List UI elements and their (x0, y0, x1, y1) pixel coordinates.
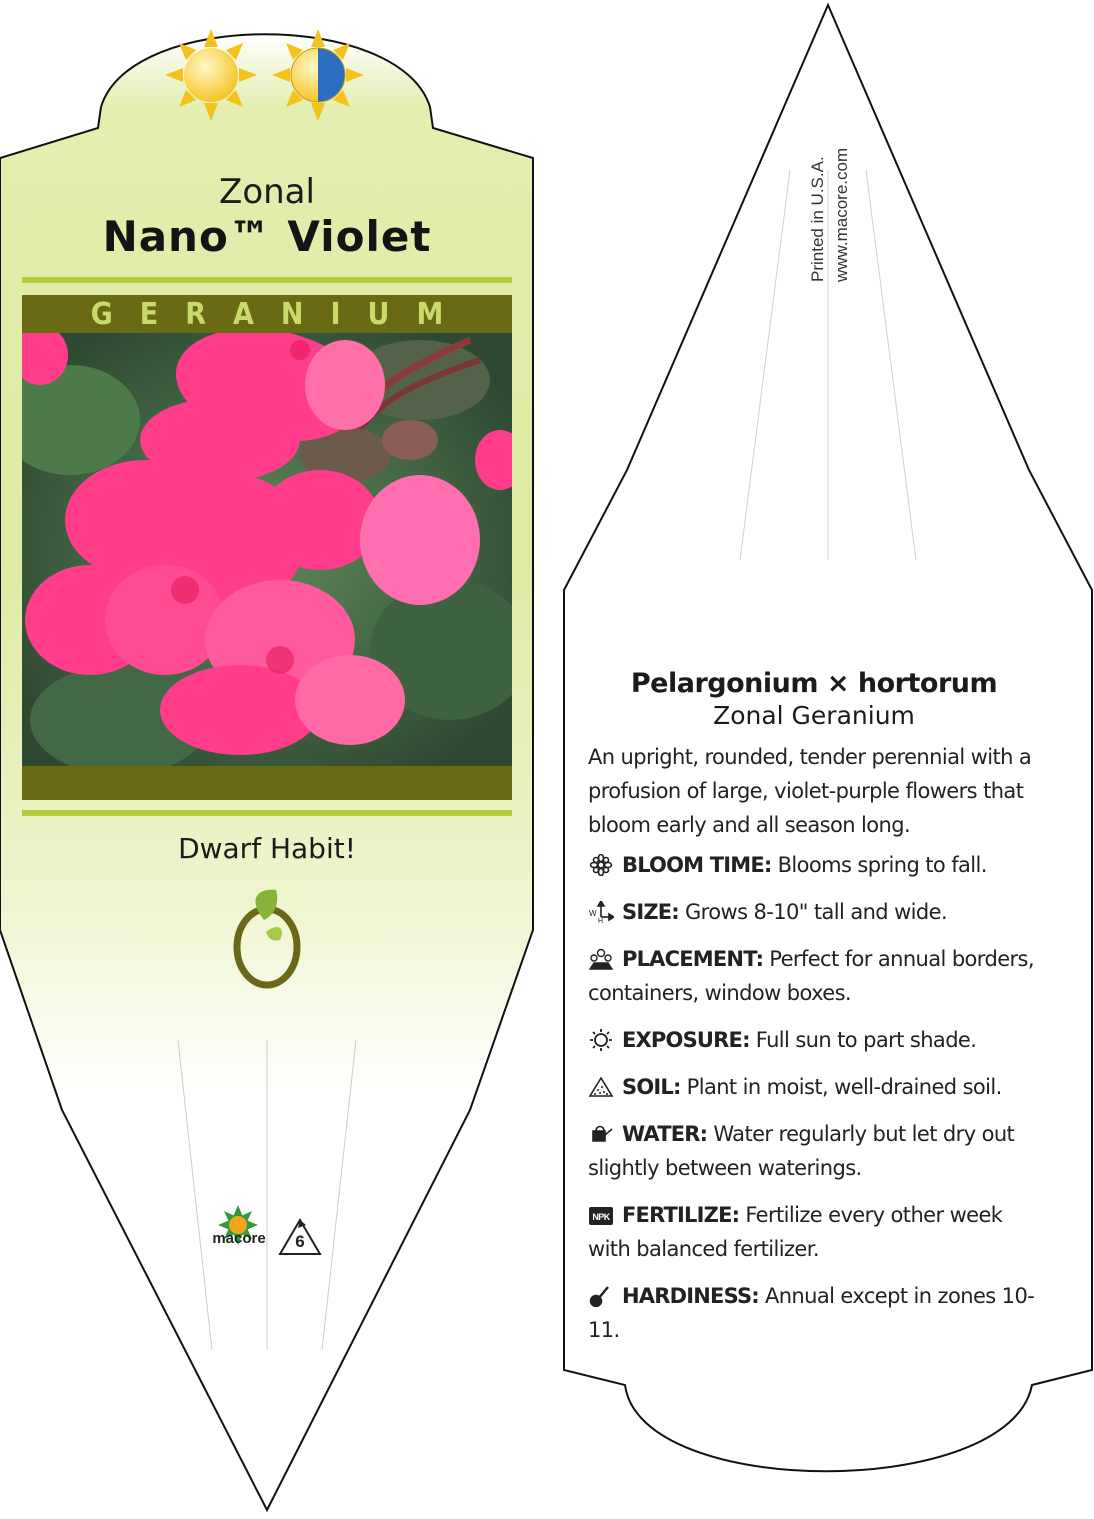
care-info (588, 668, 1040, 1360)
variety-title: Nano™ Violet (102, 212, 432, 261)
thermometer-icon (588, 1285, 614, 1307)
recycle-code: 6 (295, 1232, 305, 1251)
description: An upright, rounded, tender perennial with a profusion of large, violet-purple flowers that bloom early and all season long. (588, 745, 1032, 837)
attr-fertilize (588, 1198, 1040, 1266)
bottom-stripe (22, 810, 512, 816)
svg-text:W: W (589, 909, 596, 918)
attr-soil (588, 1070, 1040, 1104)
attr-text: Full sun to part shade. (755, 1028, 977, 1052)
attr-label: EXPOSURE: (622, 1028, 750, 1052)
svg-text:H: H (598, 918, 603, 923)
attr-label: PLACEMENT: (622, 947, 764, 971)
attr-label: SOIL: (622, 1075, 681, 1099)
attr-water (588, 1117, 1040, 1185)
band-label: GERANIUM (90, 297, 471, 332)
printed-block (796, 60, 851, 282)
printed-text: Printed in U.S.A. (808, 156, 827, 282)
attr-text: Annual except in zones 10-11. (588, 1284, 1035, 1342)
attr-text: Perfect for annual borders, containers, window boxes. (588, 947, 1034, 1005)
variety-subtitle: Zonal (219, 172, 315, 212)
attr-hardiness (588, 1279, 1040, 1347)
attr-text: Blooms spring to fall. (777, 853, 987, 877)
npk-icon (588, 1204, 614, 1226)
attr-label: WATER: (622, 1122, 708, 1146)
attr-label: BLOOM TIME: (622, 853, 772, 877)
attr-exposure (588, 1023, 1040, 1057)
band-bottom (22, 766, 512, 800)
flower-photo (0, 314, 530, 775)
attr-placement (588, 942, 1040, 1010)
soil-icon (588, 1076, 614, 1098)
common-name: Zonal Geranium (713, 701, 915, 730)
attr-label: FERTILIZE: (622, 1203, 740, 1227)
attr-text: Water regularly but let dry out slightly between waterings. (588, 1122, 1015, 1180)
top-stripe (22, 277, 512, 283)
botanical-name: Pelargonium × hortorum (630, 668, 998, 699)
svg-text:NPK: NPK (592, 1212, 610, 1222)
attr-size (588, 895, 1040, 929)
attr-text: Fertilize every other week with balanced fertilizer. (588, 1203, 1003, 1261)
watering-can-icon (588, 1123, 614, 1145)
attr-bloom-time (588, 848, 1040, 882)
habit-text: Dwarf Habit! (178, 832, 356, 865)
size-arrows-icon (588, 901, 614, 923)
macore-wordmark: macore (212, 1230, 266, 1247)
website-text: www.macore.com (832, 147, 851, 282)
attr-label: SIZE: (622, 900, 679, 924)
attr-label: HARDINESS: (622, 1284, 759, 1308)
attr-text: Plant in moist, well-drained soil. (686, 1075, 1002, 1099)
placement-icon (588, 948, 614, 970)
attr-text: Grows 8-10" tall and wide. (685, 900, 948, 924)
sun-outline-icon (588, 1029, 614, 1051)
flower-icon (588, 854, 614, 876)
